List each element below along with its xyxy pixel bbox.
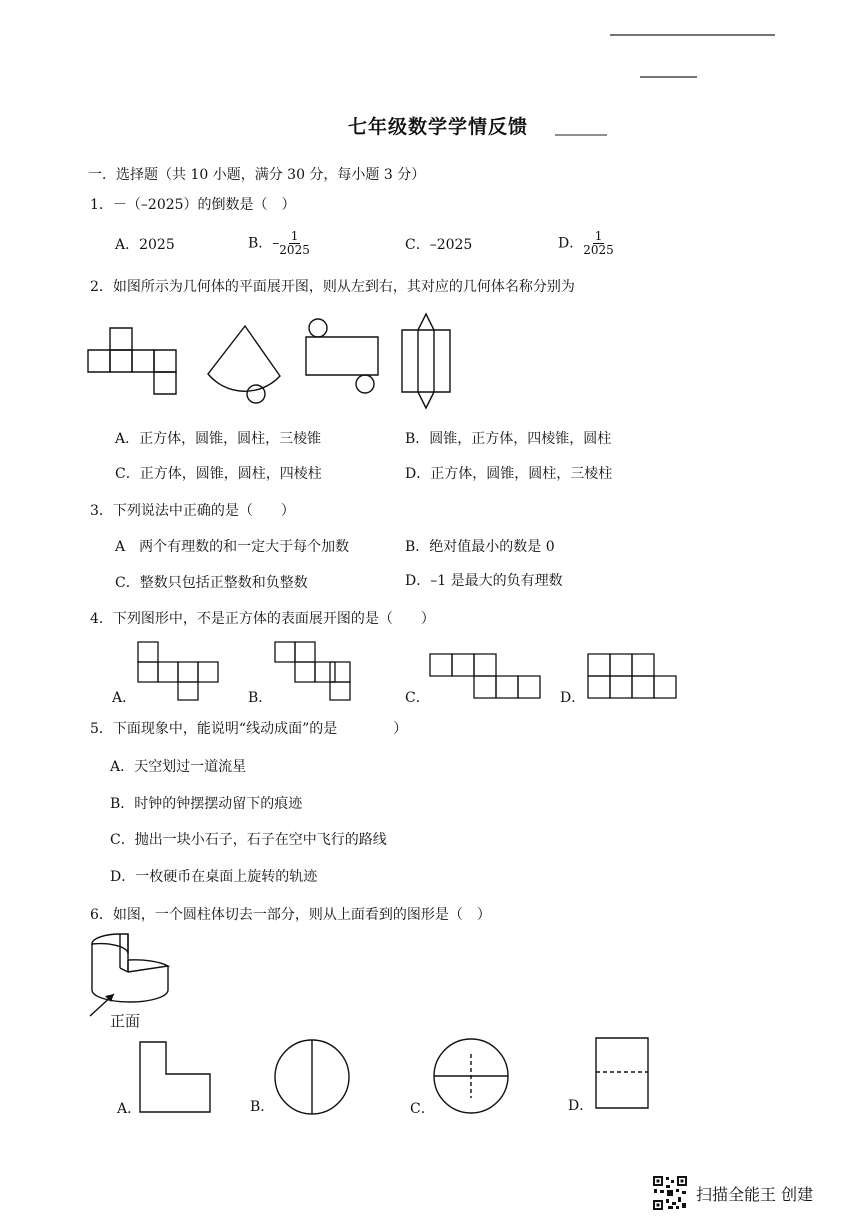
q5-option-d: D．一枚硬币在桌面上旋转的轨迹 [110, 869, 318, 885]
q3-stem: 3．下列说法中正确的是（ ） [90, 503, 295, 519]
q6-option-figures [130, 1030, 750, 1120]
q4-figure-b [275, 642, 350, 700]
q3-option-c: C．整数只包括正整数和负整数 [115, 575, 308, 591]
q4-option-d: D． [560, 690, 586, 706]
section-heading: 一．选择题（共 10 小题，满分 30 分，每小题 3 分） [88, 167, 426, 183]
q4-option-figures [130, 640, 730, 700]
q3-option-a: A 两个有理数的和一定大于每个加数 [115, 539, 350, 555]
cylinder-net [306, 319, 378, 393]
q1-option-b [248, 230, 310, 257]
q5-option-c: C．抛出一块小石子，石子在空中飞行的路线 [110, 832, 387, 848]
cube-net [88, 328, 176, 394]
q6-figure-c [434, 1039, 508, 1113]
q1-option-b-numerator: 1 [290, 229, 299, 243]
q3-option-d: D．–1 是最大的负有理数 [405, 573, 563, 589]
q1-option-d-denominator: 2025 [583, 243, 614, 257]
cone-net [208, 326, 280, 403]
q4-stem: 4．下列图形中，不是正方体的表面展开图的是（ ） [90, 611, 435, 627]
q6-figure-d [596, 1038, 648, 1108]
q1-option-d [558, 230, 614, 257]
q6-figure-a [140, 1042, 210, 1112]
scanner-watermark-text: 扫描全能王 创建 [696, 1184, 814, 1204]
q2-nets-figure [80, 318, 540, 418]
q5-option-a: A．天空划过一道流星 [110, 759, 247, 775]
q1-option-a: A．2025 [115, 237, 175, 253]
q5-option-b: B．时钟的钟摆摆动留下的痕迹 [110, 796, 303, 812]
q4-option-b: B． [248, 690, 273, 706]
q4-option-a: A． [112, 690, 137, 706]
q1-option-b-prefix: B．– [248, 235, 280, 252]
q2-option-d: D．正方体，圆锥，圆柱，三棱柱 [405, 466, 613, 482]
q1-option-b-denominator: 2025 [279, 243, 310, 257]
qr-code-icon [652, 1175, 688, 1211]
q6-figure-b [275, 1040, 349, 1114]
q3-option-b: B．绝对值最小的数是 0 [405, 539, 555, 555]
q2-option-b: B．圆锥，正方体，四棱锥，圆柱 [405, 431, 612, 447]
q6-option-a: A． [117, 1101, 142, 1117]
q6-option-c: C． [410, 1101, 435, 1117]
q4-figure-c [430, 654, 540, 698]
q4-figure-d [588, 654, 676, 698]
q6-front-label: 正面 [110, 1012, 141, 1030]
q4-option-c: C． [405, 690, 430, 706]
q2-option-a: A．正方体，圆锥，圆柱，三棱锥 [115, 431, 322, 447]
q1-option-c: C．–2025 [405, 237, 473, 253]
prism-net [402, 314, 450, 408]
q1-option-d-prefix: D． [558, 235, 584, 252]
q6-option-d: D． [568, 1098, 594, 1114]
q2-option-c: C．正方体，圆锥，圆柱，四棱柱 [115, 466, 322, 482]
q6-stem: 6．如图，一个圆柱体切去一部分，则从上面看到的图形是（ ） [90, 907, 491, 923]
q2-stem: 2．如图所示为几何体的平面展开图，则从左到右，其对应的几何体名称分别为 [90, 279, 575, 295]
q6-option-b: B． [250, 1099, 275, 1115]
q1-stem: 1．－（–2025）的倒数是（ ） [90, 197, 296, 213]
q1-option-d-numerator: 1 [594, 229, 603, 243]
header-lines [0, 0, 867, 100]
page-title: 七年级数学学情反馈 [348, 116, 529, 138]
q4-figure-a [138, 642, 218, 700]
q5-stem: 5．下面现象中，能说明“线动成面”的是 ） [90, 721, 408, 737]
scanner-watermark [652, 1175, 813, 1211]
